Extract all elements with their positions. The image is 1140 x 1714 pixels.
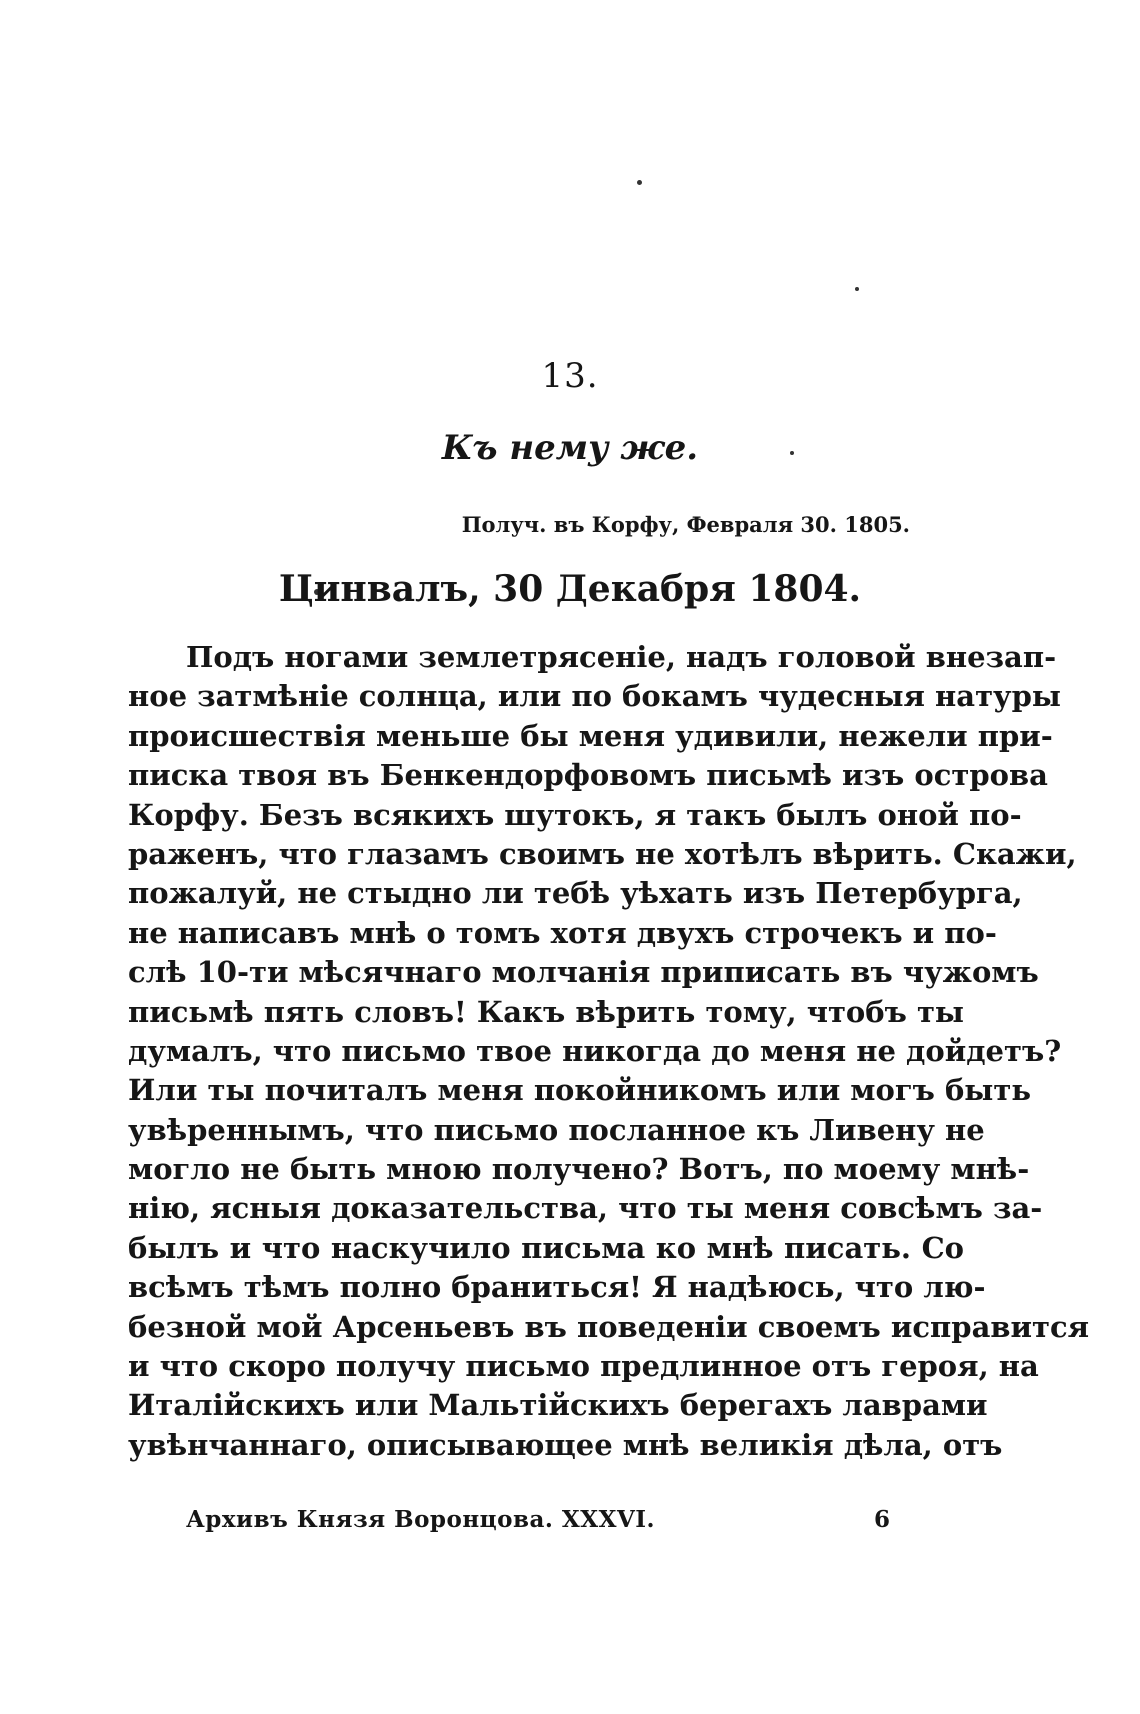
footer-sheet-number: 6 (874, 1506, 891, 1533)
letter-number: 13. (541, 356, 599, 396)
body-line: Корфу. Безъ всякихъ шутокъ, я такъ былъ оной по- (128, 797, 1022, 832)
body-line: нію, ясныя доказательства, что ты меня совсѣмъ за- (128, 1191, 1043, 1226)
body-line: увѣнчаннаго, описывающее мнѣ великія дѣла, отъ (128, 1427, 1003, 1462)
scan-speck (637, 180, 642, 185)
body-line: пожалуй, не стыдно ли тебѣ уѣхать изъ Петербурга, (128, 876, 1023, 911)
body-line: происшествія меньше бы меня удивили, нежели при- (128, 718, 1053, 753)
body-line: Или ты почиталъ меня покойникомъ или могъ быть (128, 1073, 1032, 1108)
letter-body (128, 638, 1090, 1465)
body-line: Подъ ногами землетрясеніе, надъ головой внезап- (186, 640, 1057, 674)
addressee-heading: Къ нему же. (441, 428, 699, 468)
body-line: думалъ, что письмо твое никогда до меня не дойдетъ? (128, 1033, 1062, 1068)
body-line: безной мой Арсеньевъ въ поведеніи своемъ исправится (128, 1309, 1090, 1344)
body-line: былъ и что наскучило письма ко мнѣ писать. Со (128, 1230, 964, 1265)
body-line: письмѣ пять словъ! Какъ вѣрить тому, чтобъ ты (128, 994, 964, 1029)
body-line: писка твоя въ Бенкендорфовомъ письмѣ изъ острова (128, 758, 1048, 793)
body-line: могло не быть мною получено? Вотъ, по моему мнѣ- (128, 1152, 1030, 1187)
body-line: слѣ 10-ти мѣсячнаго молчанія приписать въ чужомъ (128, 955, 1039, 990)
body-line: раженъ, что глазамъ своимъ не хотѣлъ вѣрить. Скажи, (128, 836, 1077, 871)
body-line: и что скоро получу письмо предлинное отъ героя, на (128, 1349, 1039, 1384)
body-line: Италійскихъ или Мальтійскихъ берегахъ лаврами (128, 1388, 988, 1423)
body-line: увѣреннымъ, что письмо посланное къ Ливену не (128, 1112, 985, 1147)
received-note: Получ. въ Корфу, Февраля 30. 1805. (461, 512, 910, 537)
place-date-heading: Цинвалъ, 30 Декабря 1804. (278, 568, 862, 610)
footer-source: Архивъ Князя Воронцова. XXXVI. (186, 1506, 656, 1533)
body-line: ное затмѣніе солнца, или по бокамъ чудесныя натуры (128, 679, 1061, 714)
body-line: всѣмъ тѣмъ полно браниться! Я надѣюсь, что лю- (128, 1270, 986, 1305)
body-line: не написавъ мнѣ о томъ хотя двухъ строчекъ и по- (128, 915, 997, 950)
scan-speck (855, 287, 859, 291)
